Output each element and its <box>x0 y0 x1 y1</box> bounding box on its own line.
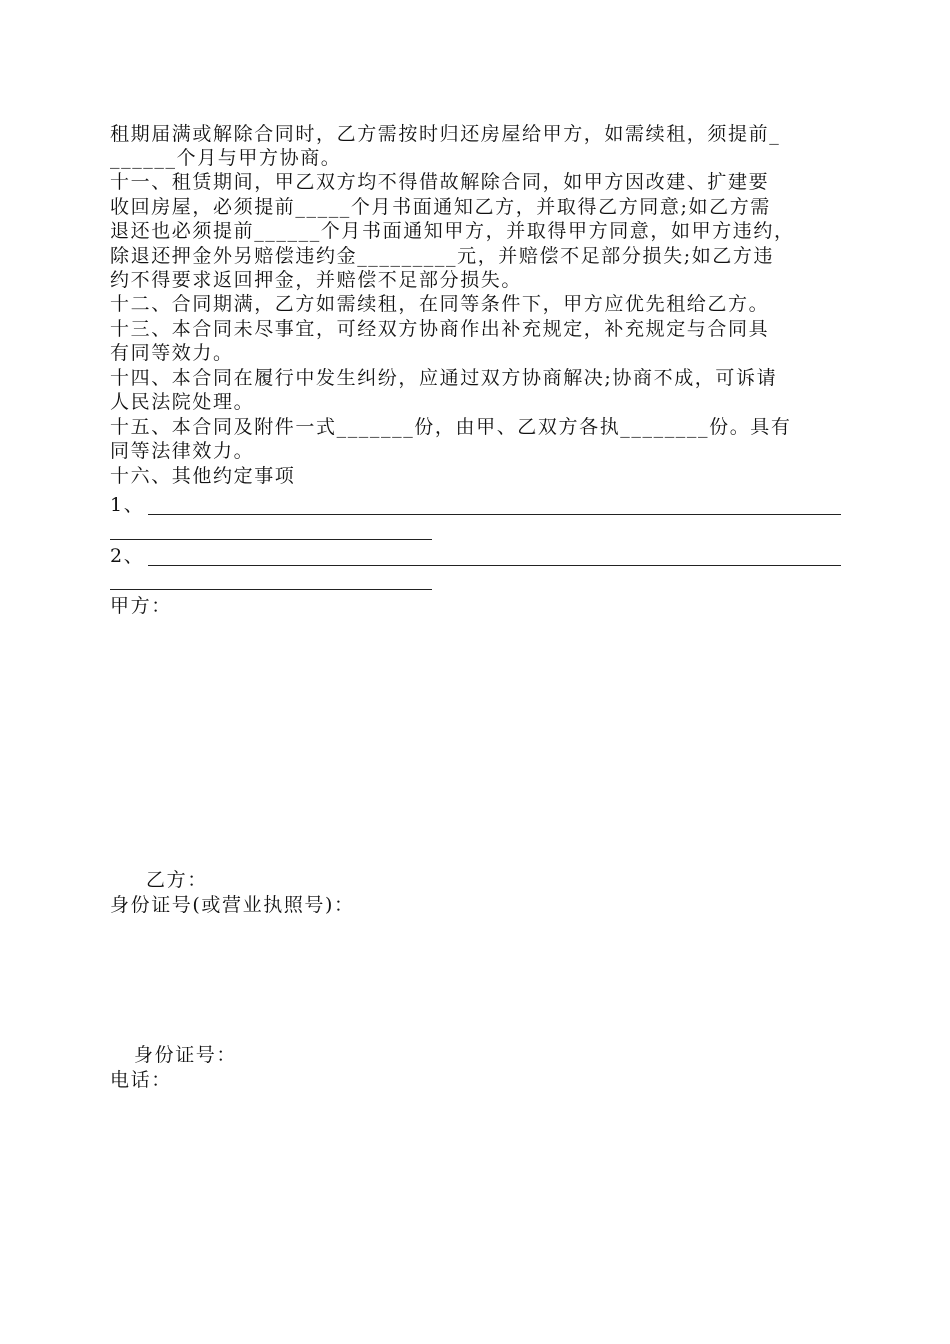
fill-in-line <box>110 539 432 540</box>
clause-line: 约不得要求返回押金，并赔偿不足部分损失。 <box>110 269 523 291</box>
other-item-label: 2、 <box>110 545 145 567</box>
clause-line: 十五、本合同及附件一式_______份，由甲、乙双方各执________份。具有 <box>110 416 792 438</box>
fill-in-line <box>148 514 841 515</box>
clause-line: 同等法律效力。 <box>110 440 255 462</box>
clause-line: 十三、本合同未尽事宜，可经双方协商作出补充规定，补充规定与合同具 <box>110 318 770 340</box>
other-item-label: 1、 <box>110 494 145 516</box>
clause-line: 十四、本合同在履行中发生纠纷，应通过双方协商解决;协商不成，可诉请 <box>110 367 778 389</box>
id-number-label: 身份证号： <box>134 1044 238 1066</box>
clause-line: 十六、其他约定事项 <box>110 465 296 487</box>
clause-line: 租期届满或解除合同时，乙方需按时归还房屋给甲方，如需续租，须提前_ <box>110 123 781 145</box>
fill-in-line <box>148 565 841 566</box>
id-or-license-label: 身份证号(或营业执照号)： <box>110 894 355 916</box>
party-a-label: 甲方： <box>110 595 172 617</box>
phone-label: 电话： <box>110 1069 172 1091</box>
clause-line: 十一、租赁期间，甲乙双方均不得借故解除合同，如甲方因改建、扩建要 <box>110 171 770 193</box>
clause-line: 退还也必须提前______个月书面通知甲方，并取得甲方同意，如甲方违约， <box>110 220 795 242</box>
clause-line: 有同等效力。 <box>110 342 234 364</box>
party-b-label: 乙方： <box>146 869 208 891</box>
clause-line: 十二、合同期满，乙方如需续租，在同等条件下，甲方应优先租给乙方。 <box>110 293 770 315</box>
clause-line: ______个月与甲方协商。 <box>110 147 342 169</box>
fill-in-line <box>110 589 432 590</box>
clause-line: 收回房屋，必须提前_____个月书面通知乙方，并取得乙方同意;如乙方需 <box>110 196 771 218</box>
clause-line: 人民法院处理。 <box>110 391 255 413</box>
clause-line: 除退还押金外另赔偿违约金_________元，并赔偿不足部分损失;如乙方违 <box>110 245 775 267</box>
